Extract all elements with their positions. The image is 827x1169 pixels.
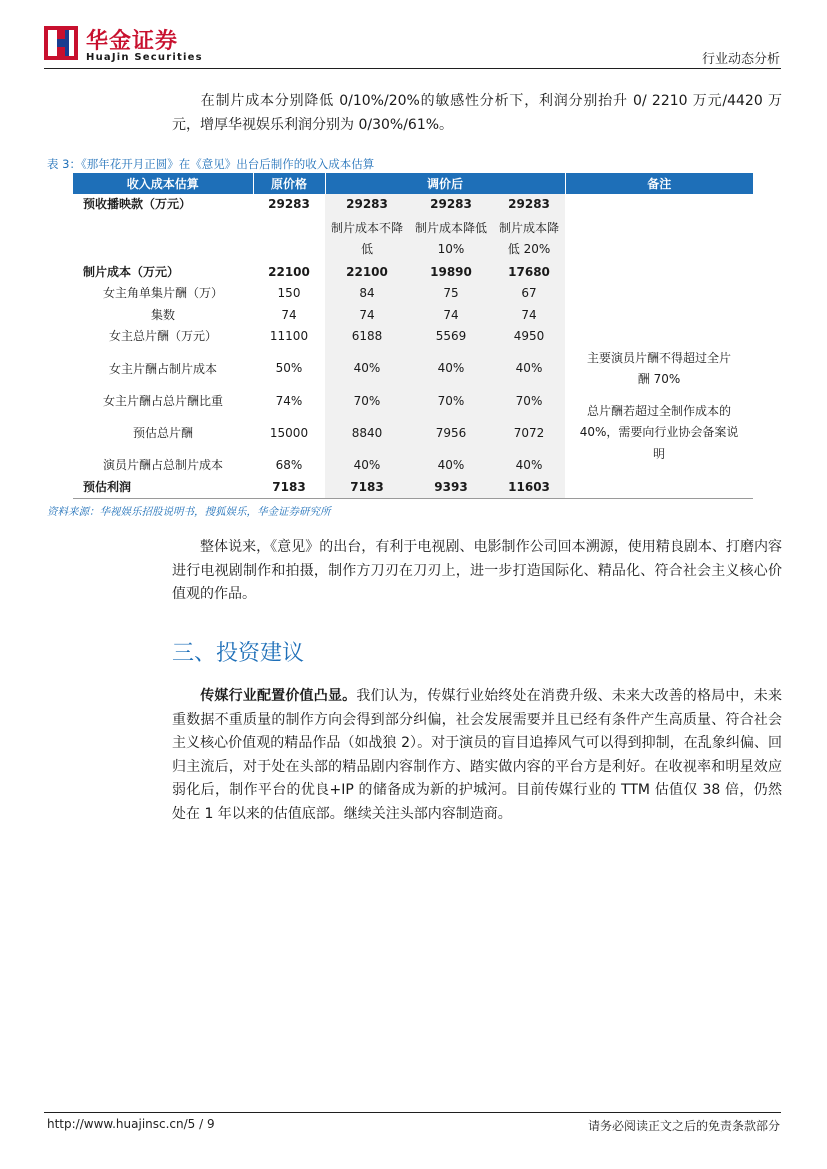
note-1: 主要演员片酬不得超过全片酬 70% [587, 350, 732, 386]
brand-name-cn: 华金证券 [86, 29, 179, 54]
footer-url [47, 1117, 215, 1131]
profit-adj2: 9393 [409, 477, 493, 499]
table-row [73, 477, 753, 499]
paragraph-summary [172, 536, 782, 607]
header-divider [44, 68, 781, 69]
row-adj2: 70% [409, 391, 493, 413]
cost-adj3: 17680 [493, 262, 565, 284]
note-2: 总片酬若超过全制作成本的 40%，需要向行业协会备案说明 [579, 403, 739, 461]
row-adj3: 67 [493, 283, 565, 305]
paragraph-investment [172, 685, 782, 826]
brand-name-en: HuaJin Securities [86, 52, 203, 63]
row-adj1: 84 [325, 283, 409, 305]
scenario-adj3: 制片成本降低 20% [493, 216, 565, 262]
row-adj3: 40% [493, 455, 565, 477]
row-label: 女主片酬占总片酬比重 [102, 393, 223, 408]
footer-page-number: 5 / 9 [187, 1117, 215, 1131]
header-remark: 备注 [565, 173, 753, 194]
profit-note-blank [565, 477, 753, 499]
row-original: 15000 [269, 425, 309, 440]
row-adj3: 70% [493, 391, 565, 413]
row-adj3: 7072 [493, 412, 565, 455]
row-adj2: 40% [409, 348, 493, 391]
paragraph-sensitivity [172, 90, 782, 137]
row-original: 11100 [269, 329, 309, 343]
profit-adj3: 11603 [493, 477, 565, 499]
revenue-adj2: 29283 [409, 194, 493, 216]
footer-disclaimer: 请务必阅读正文之后的免责条款部分 [587, 1119, 780, 1133]
row-adj2: 40% [409, 455, 493, 477]
scenario-blank [73, 216, 253, 262]
section-heading: 三、投资建议 [172, 641, 305, 666]
table-row [73, 391, 753, 413]
row-adj3: 4950 [493, 326, 565, 348]
cost-adj2: 19890 [409, 262, 493, 284]
note-cell-1 [565, 194, 753, 348]
huajin-logo-icon [44, 26, 78, 60]
header-item: 收入成本估算 [73, 173, 253, 194]
row-adj2: 75 [409, 283, 493, 305]
header-adjusted: 调价后 [325, 173, 565, 194]
paragraph-summary-text: 整体说来，《意见》的出台，有利于电视剧、电影制作公司回本溯源，使用精良剧本、打磨内容进行电视剧制作和拍摄，制作方刀刃在刀刃上，进一步打造国际化、精品化、符合社会主义核心价值观的作品。 [172, 539, 782, 602]
row-label: 女主片酬占制片成本 [108, 361, 217, 376]
table-row [73, 348, 753, 391]
revenue-adj3: 29283 [493, 194, 565, 216]
table-caption: 表 3：《那年花开月正圆》在《意见》出台后制作的收入成本估算 [47, 157, 375, 171]
row-original: 74% [275, 393, 303, 408]
row-adj2: 74 [409, 305, 493, 327]
row-adj1: 40% [325, 348, 409, 391]
row-label: 预估总片酬 [132, 426, 193, 440]
row-original: 68% [275, 458, 303, 472]
row-label: 集数 [150, 307, 175, 322]
cost-label: 制片成本（万元） [83, 264, 180, 279]
row-original: 74 [281, 307, 297, 322]
row-original: 150 [277, 286, 301, 300]
paragraph-investment-body: 我们认为，传媒行业始终处在消费升级、未来大改善的格局中，未来重数据不重质量的制作方向会得到部分纠偏，社会发展需要并且已经有条件产生高质量、符合社会主义核心价值观的精品作品（如战狼 2）。对于演员的盲目追捧风气可以得到抑制，在乱象纠偏、回归主流后，对于处在头部的精品剧内容制作方、踏实做内容的平台方是利好。在收视率和明星效应弱化后，制作平台的优良+IP 的储备成为新的护城河。目前传媒行业的 TTM 估值仅 38 倍，仍然处在 1 年以来的估值底部。继续关注头部内容制造商。 [172, 688, 783, 822]
paragraph-sensitivity-text: 在制片成本分别降低 0/10%/20%的敏感性分析下，利润分别抬升 0/ 2210 万元/4420 万元，增厚华视娱乐利润分别为 0/30%/61%。 [172, 93, 782, 133]
row-adj3: 74 [493, 305, 565, 327]
revenue-label: 预收播映款（万元） [83, 197, 192, 211]
cost-original: 22100 [268, 264, 310, 279]
footer-url-link[interactable]: http://www.huajinsc.cn/ [47, 1117, 188, 1131]
row-label: 女主总片酬（万元） [108, 329, 217, 343]
scenario-adj2: 制片成本降低 10% [409, 216, 493, 262]
row-adj1: 70% [325, 391, 409, 413]
table-row [73, 194, 753, 216]
paragraph-investment-lead: 传媒行业配置价值凸显。 [200, 688, 357, 704]
profit-original: 7183 [253, 477, 325, 499]
profit-adj1: 7183 [325, 477, 409, 499]
scenario-adj1: 制片成本不降低 [325, 216, 409, 262]
row-adj1: 8840 [325, 412, 409, 455]
table-source: 资料来源：华视娱乐招股说明书，搜狐娱乐，华金证券研究所 [47, 506, 331, 518]
row-adj2: 7956 [409, 412, 493, 455]
row-adj3: 40% [493, 348, 565, 391]
row-label: 演员片酬占总制片成本 [102, 458, 223, 472]
scenario-blank-orig [253, 216, 325, 262]
revenue-adj1: 29283 [325, 194, 409, 216]
row-adj1: 74 [325, 305, 409, 327]
row-adj1: 40% [325, 455, 409, 477]
row-original: 50% [275, 361, 303, 376]
revenue-original: 29283 [268, 197, 310, 211]
profit-label: 预估利润 [73, 477, 253, 499]
footer-divider [44, 1112, 781, 1113]
table-header-row [73, 173, 753, 194]
row-label: 女主角单集片酬（万） [102, 286, 223, 300]
cost-adj1: 22100 [325, 262, 409, 284]
report-type-label: 行业动态分析 [701, 52, 780, 67]
row-adj1: 6188 [325, 326, 409, 348]
row-adj2: 5569 [409, 326, 493, 348]
revenue-cost-table [73, 173, 753, 499]
header-original: 原价格 [253, 173, 325, 194]
